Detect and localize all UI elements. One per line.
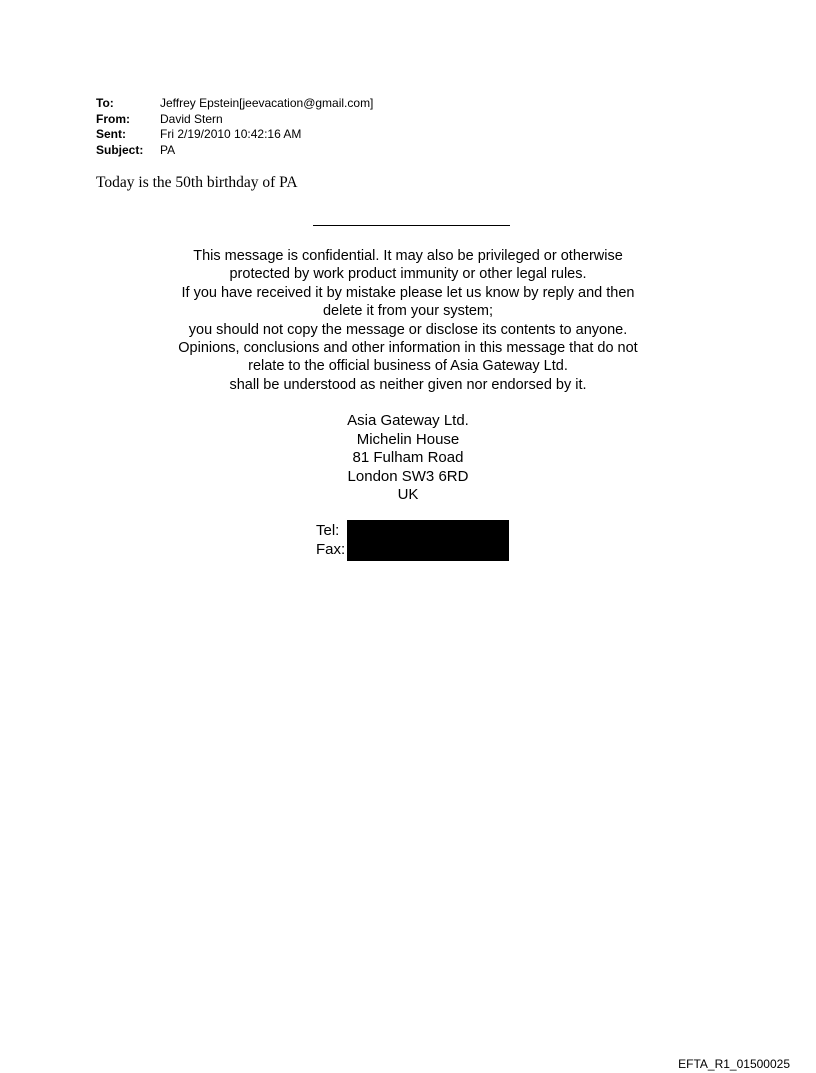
to-label: To: <box>96 96 114 110</box>
address-line: London SW3 6RD <box>347 467 469 485</box>
disclaimer-line: delete it from your system; <box>322 303 494 320</box>
fax-row <box>316 540 347 559</box>
to-value: Jeffrey Epstein[jeevacation@gmail.com] <box>160 96 374 110</box>
from-label: From: <box>96 111 130 126</box>
contact-block <box>316 521 347 559</box>
disclaimer-line: If you have received it by mistake please let us know by reply and then <box>181 284 635 301</box>
company-address <box>308 412 508 505</box>
subject-label: Subject: <box>96 142 144 157</box>
address-line: Michelin House <box>356 430 460 448</box>
disclaimer-line: This message is confidential. It may also be privileged or otherwise <box>193 248 623 264</box>
sent-label: Sent: <box>96 127 126 141</box>
message-body: Today is the 50th birthday of PA <box>96 174 298 191</box>
address-line: Asia Gateway Ltd. <box>347 412 469 429</box>
document-id: EFTA_R1_01500025 <box>678 1057 790 1071</box>
confidentiality-disclaimer <box>110 247 706 394</box>
disclaimer-line: relate to the official business of Asia Gateway Ltd. <box>248 358 568 375</box>
tel-row <box>316 521 347 540</box>
address-line: UK <box>397 486 419 503</box>
disclaimer-line: protected by work product immunity or other legal rules. <box>229 266 587 283</box>
from-row <box>96 112 373 128</box>
redaction-box <box>347 520 509 561</box>
disclaimer-line: Opinions, conclusions and other information in this message that do not <box>178 340 638 357</box>
signature-separator <box>313 225 510 226</box>
tel-label: Tel: <box>316 522 340 539</box>
address-line: 81 Fulham Road <box>352 449 464 466</box>
sent-row <box>96 127 373 143</box>
subject-row <box>96 143 373 159</box>
fax-label: Fax: <box>316 541 346 558</box>
disclaimer-line: you should not copy the message or disclose its contents to anyone. <box>188 321 628 338</box>
subject-value: PA <box>160 142 176 157</box>
email-header <box>96 96 373 158</box>
disclaimer-line: shall be understood as neither given nor endorsed by it. <box>229 376 587 393</box>
from-value: David Stern <box>160 111 223 126</box>
to-row <box>96 96 373 112</box>
sent-value: Fri 2/19/2010 10:42:16 AM <box>160 127 302 141</box>
